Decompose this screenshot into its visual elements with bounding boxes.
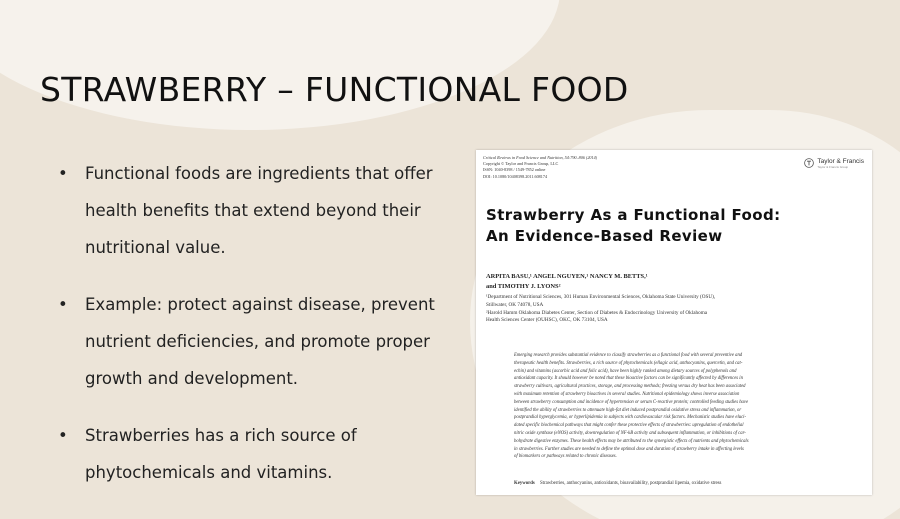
journal-line: Copyright © Taylor and Francis Group, LLC <box>483 161 559 167</box>
affiliation-line: Stillwater, OK 74078, USA <box>486 301 544 308</box>
keywords-text: Strawberries, anthocyanins, antioxidants, bioavailability, postprandial lipemia, oxidative stress <box>540 481 722 486</box>
publisher-subtitle: Taylor & Francis Group <box>817 165 849 169</box>
bullet-item <box>58 286 458 397</box>
journal-line: DOI: 10.1080/10408398.2011.608174 <box>483 173 548 179</box>
publisher-icon <box>804 158 814 168</box>
abstract-line: of biomarkers or pathways related to chronic diseases. <box>514 454 617 460</box>
publisher-logo <box>804 158 864 169</box>
abstract-line: echin) and vitamins (ascorbic acid and folic acid), have been highly ranked among dietary sources of polyphenols and <box>514 368 737 374</box>
journal-line: ISSN: 1040-8398 / 1549-7852 online <box>483 167 546 173</box>
bullet-text: Functional foods are ingredients that offer health benefits that extend beyond their nutritional value. <box>85 164 433 257</box>
abstract-line: postprandial hyperglycemia, or hyperlipidemia in subjects with cardiovascular risk factors. Mechanistic studies have eluci- <box>514 415 747 421</box>
paper-affiliations <box>486 294 866 325</box>
abstract-line: bohydrate digestive enzymes. These health effects may be attributed to the synergistic effects of nutrients and phytochemicals <box>514 438 749 444</box>
keywords-label: Keywords <box>514 481 535 486</box>
author-line: ARPITA BASU,¹ ANGEL NGUYEN,¹ NANCY M. BETTS,¹ <box>486 273 648 280</box>
abstract-line: in strawberries. Further studies are needed to define the optimal dose and duration of strawberry intake in affecting levels <box>514 446 744 452</box>
background-shape-top <box>0 0 560 130</box>
abstract-line: nitric oxide synthase (eNOS) activity, downregulation of NF-kB activity and subsequent inflammation, or inhibitions of car- <box>514 430 746 436</box>
paper-title-line: An Evidence-Based Review <box>486 227 723 245</box>
abstract-line: dated specific biochemical pathways that might confer these protective effects of strawberries: upregulation of endothelial <box>514 423 744 429</box>
abstract-line: antioxidant capacity. It should however be noted that these bioactive factors can be significantly affected by differences in <box>514 376 743 382</box>
paper-abstract <box>514 352 850 461</box>
bullet-item <box>58 155 458 266</box>
bullet-marker: • <box>58 164 68 183</box>
abstract-line: identified the ability of strawberries to attenuate high-fat diet induced postprandial oxidative stress and inflammation, or <box>514 407 742 413</box>
paper-authors <box>486 272 866 291</box>
bullet-item <box>58 417 458 491</box>
bullet-list <box>58 155 458 511</box>
publisher-name: Taylor & Francis <box>817 158 864 165</box>
slide-title: STRAWBERRY – FUNCTIONAL FOOD <box>40 70 629 109</box>
affiliation-line: Health Sciences Center (OUHSC), OKC, OK 73104, USA <box>486 317 608 324</box>
abstract-line: with maximum retention of strawberry bioactives in several studies. Nutritional epidemiology shows inverse association <box>514 391 740 397</box>
affiliation-line: ¹Department of Nutritional Sciences, 301 Human Environmental Sciences, Oklahoma State University (OSU), <box>486 294 716 300</box>
affiliation-line: ²Harold Hamm Oklahoma Diabetes Center, Section of Diabetes & Endocrinology University of Oklahoma <box>486 309 708 316</box>
paper-title <box>486 205 866 247</box>
journal-line: Critical Reviews in Food Science and Nutrition, 54:790–806 (2014) <box>483 155 598 160</box>
bullet-marker: • <box>58 295 68 314</box>
journal-info <box>483 155 783 180</box>
bullet-text: Example: protect against disease, prevent nutrient deficiencies, and promote proper growth and development. <box>85 295 435 388</box>
paper-screenshot <box>476 150 872 495</box>
bullet-text: Strawberries has a rich source of phytochemicals and vitamins. <box>85 426 357 482</box>
abstract-line: Emerging research provides substantial evidence to classify strawberries as a functional food with several preventive and <box>514 353 743 358</box>
paper-keywords <box>514 480 854 487</box>
author-line: and TIMOTHY J. LYONS² <box>486 282 561 290</box>
paper-title-line: Strawberry As a Functional Food: <box>486 206 781 224</box>
bullet-marker: • <box>58 426 68 445</box>
abstract-line: strawberry cultivars, agricultural practices, storage, and processing methods; freezing versus dry heat has been associated <box>514 384 746 390</box>
abstract-line: therapeutic health benefits. Strawberries, a rich source of phytochemicals (ellagic acid, anthocyanins, quercetin, and cat- <box>514 360 743 366</box>
abstract-line: between strawberry consumption and incidence of hypertension or serum C-reactive protein; controlled feeding studies have <box>514 399 749 405</box>
